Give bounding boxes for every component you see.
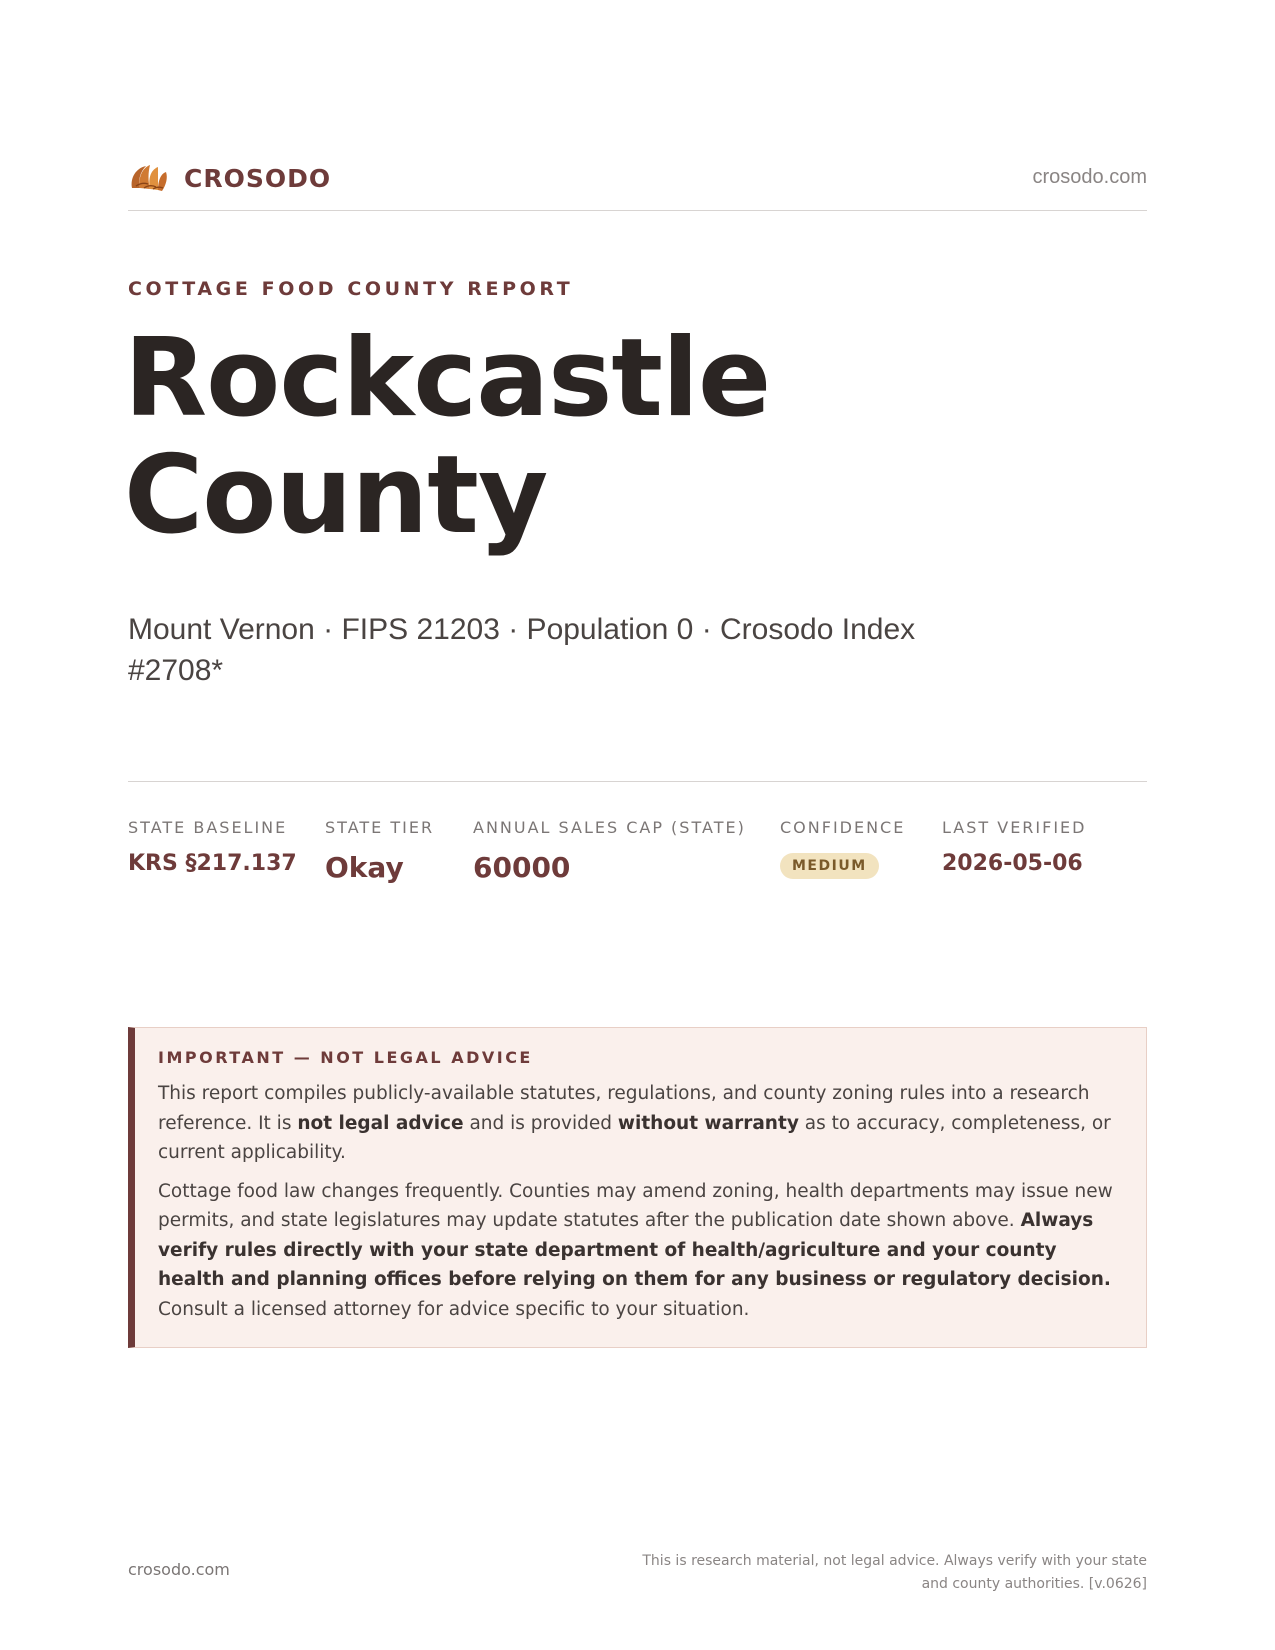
stat-label: STATE TIER — [325, 818, 435, 837]
footer-disclaimer — [587, 1550, 1147, 1596]
report-eyebrow: COTTAGE FOOD COUNTY REPORT — [128, 278, 574, 300]
title-line-2: County — [124, 433, 548, 558]
brand-name: CROSODO — [184, 163, 332, 193]
notice-title: IMPORTANT — NOT LEGAL ADVICE — [158, 1048, 533, 1067]
croissant-icon — [128, 158, 170, 198]
notice-text: Consult a licensed attorney for advice specific to your situation. — [158, 1298, 750, 1320]
report-subtitle: Mount Vernon · FIPS 21203 · Population 0 · Crosodo Index #2708* — [128, 613, 916, 687]
divider — [128, 781, 1147, 782]
confidence-badge: MEDIUM — [780, 853, 879, 879]
stat-label: ANNUAL SALES CAP (STATE) — [473, 818, 746, 837]
stat-state-tier — [325, 818, 434, 884]
legal-notice — [128, 1027, 1147, 1348]
notice-text: This report compiles publicly-available statutes, regulations, and county zoning rules into a research reference. It is — [158, 1083, 1090, 1134]
notice-paragraph-2 — [158, 1177, 1122, 1325]
page-header — [128, 158, 1147, 211]
stat-value: 60000 — [473, 851, 571, 884]
footer-disclaimer-line-2: and county authorities. [v.0626] — [921, 1576, 1147, 1592]
notice-text: Cottage food law changes frequently. Counties may amend zoning, health departments may issue new permits, and state legislatures may update statutes after the publication date shown above. — [158, 1180, 1113, 1231]
stat-state-baseline — [128, 818, 297, 876]
brand — [128, 158, 331, 198]
stat-confidence — [780, 818, 905, 879]
stat-label: LAST VERIFIED — [942, 818, 1087, 837]
page-title — [124, 316, 1024, 558]
stat-last-verified — [942, 818, 1086, 876]
stat-value: 2026-05-06 — [942, 851, 1083, 876]
stat-annual-sales-cap — [473, 818, 746, 884]
notice-emphasis: without warranty — [617, 1112, 799, 1134]
stat-value: KRS §217.137 — [128, 851, 297, 876]
notice-text: and is provided — [463, 1112, 618, 1134]
stat-label: CONFIDENCE — [780, 818, 906, 837]
notice-text: as to accuracy, completeness, or current applicability. — [158, 1112, 1111, 1163]
notice-emphasis: not legal advice — [297, 1112, 464, 1134]
notice-paragraph-1 — [158, 1079, 1122, 1168]
header-url[interactable]: crosodo.com — [1032, 166, 1147, 188]
notice-emphasis: Always verify rules directly with your state department of health/agriculture and your county health and planning offices before relying on them for any business or regulatory decision. — [158, 1210, 1111, 1290]
footer-url[interactable]: crosodo.com — [128, 1560, 230, 1579]
title-line-1: Rockcastle — [124, 316, 771, 441]
stat-label: STATE BASELINE — [128, 818, 288, 837]
footer-disclaimer-line-1: This is research material, not legal advice. Always verify with your state — [642, 1553, 1147, 1569]
stat-value: Okay — [325, 851, 404, 884]
